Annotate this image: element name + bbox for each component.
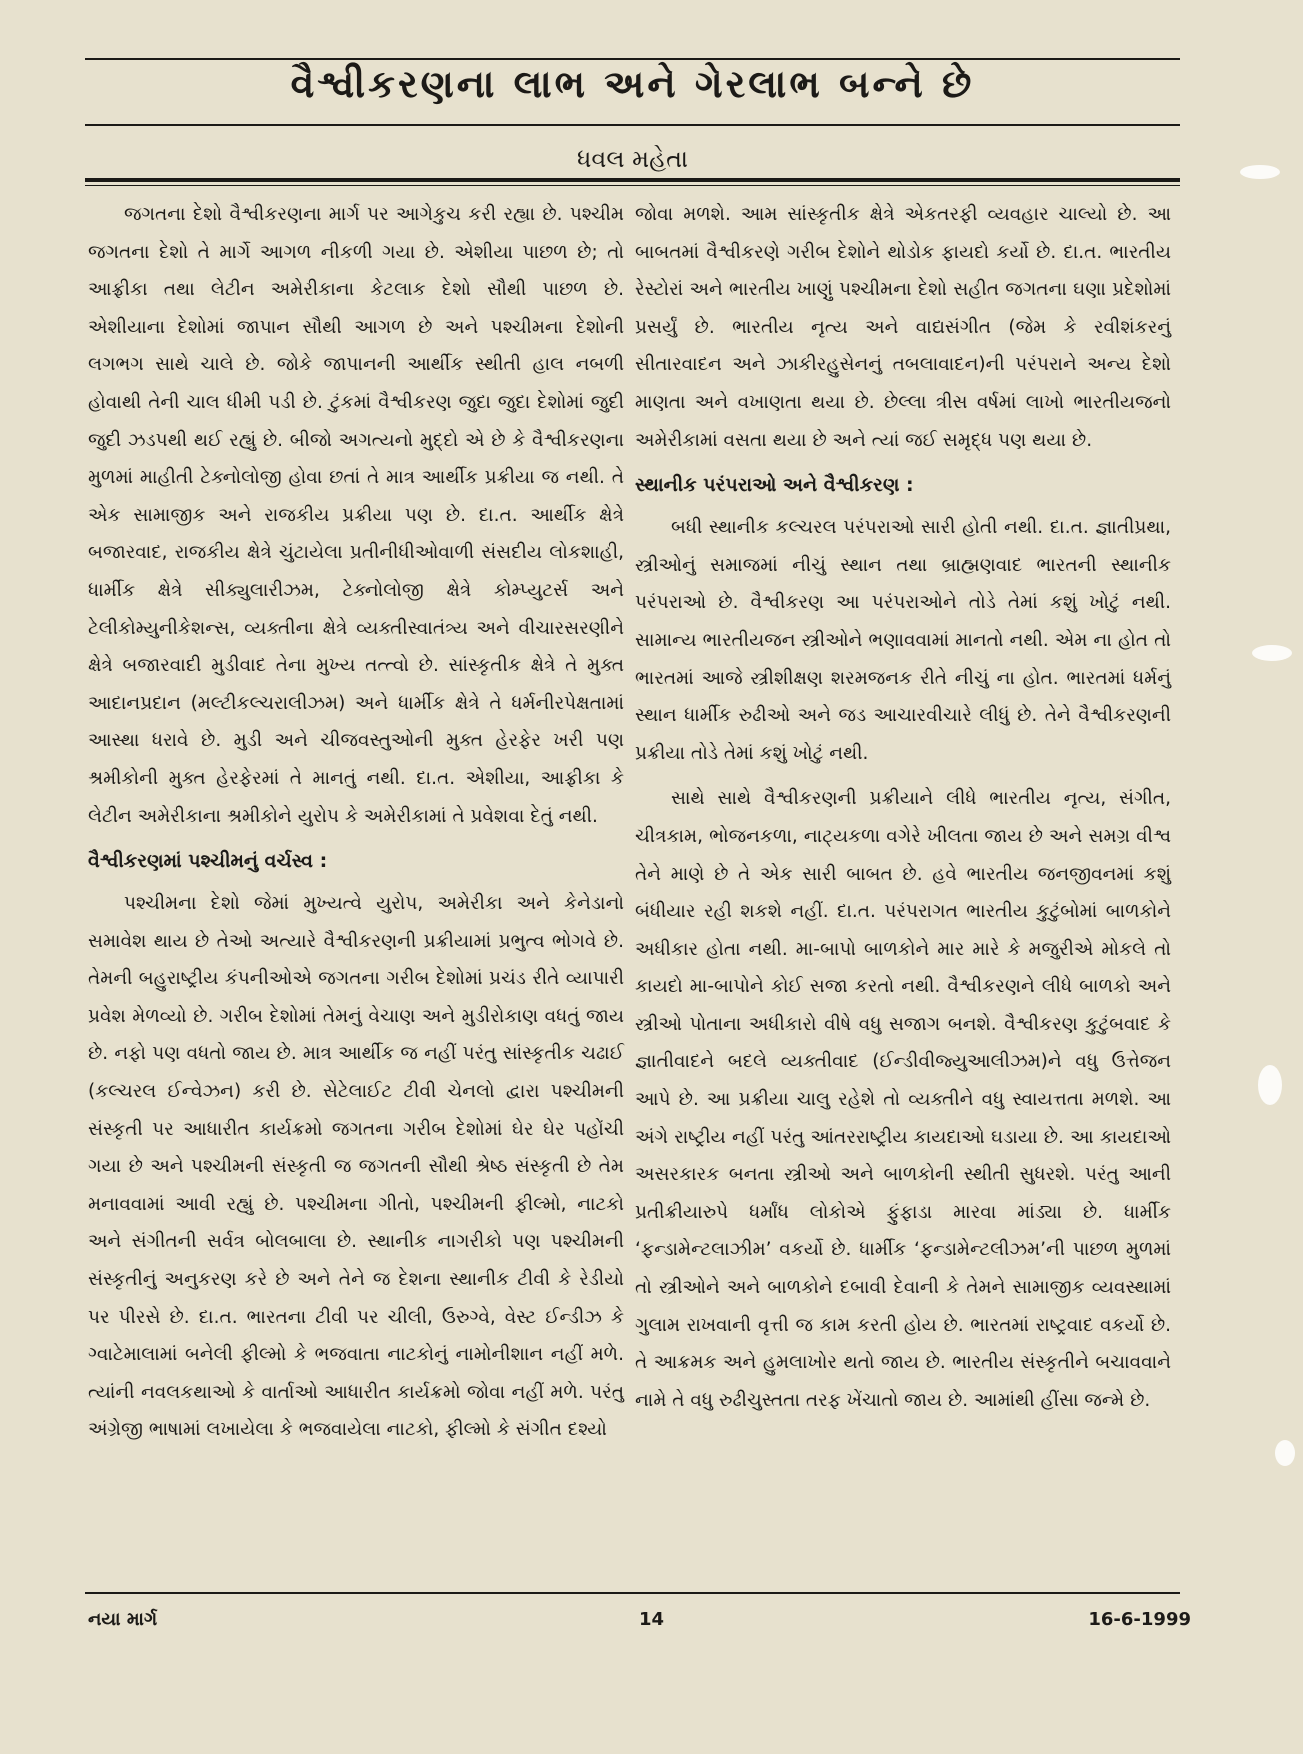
paragraph: જગતના દેશો વૈશ્વીકરણના માર્ગ પર આગેકુચ કરી રહ્યા છે. પશ્ચીમ જગતના દેશો તે માર્ગે આગળ નીકળી ગયા છે. એશીયા પાછળ છે; તો આફ્રીકા તથા લેટીન અમેરીકાના કેટલાક દેશો સૌથી પાછળ છે. એશીયાના દેશોમાં જાપાન સૌથી આગળ છે અને પશ્ચીમના દેશોની લગભગ સાથે ચાલે છે. જોકે જાપાનની આર્થીક સ્થીતી હાલ નબળી હોવાથી તેની ચાલ ધીમી પડી છે. ટુંકમાં વૈશ્વીકરણ જુદા જુદા દેશોમાં જુદી જુદી ઝડપથી થઈ રહ્યું છે. બીજો અગત્યનો મુદ્દો એ છે કે વૈશ્વીકરણના મુળમાં માહીતી ટેક્નોલોજી હોવા છતાં તે માત્ર આર્થીક પ્રક્રીયા જ નથી. તે એક સામાજીક અને રાજકીય પ્રક્રીયા પણ છે. દા.ત. આર્થીક ક્ષેત્રે બજારવાદ, રાજકીય ક્ષેત્રે ચુંટાયેલા પ્રતીનીધીઓવાળી સંસદીય લોકશાહી, ધાર્મીક ક્ષેત્રે સીક્યુલારીઝમ, ટેક્નોલોજી ક્ષેત્રે કોમ્પ્યુટર્સ અને ટેલીકોમ્યુનીકેશન્સ, વ્યક્તીના ક્ષેત્રે વ્યક્તીસ્વાતંત્ર્ય અને વીચારસરણીને ક્ષેત્રે બજારવાદી મુડીવાદ તેના મુખ્ય તત્ત્વો છે. સાંસ્કૃતીક ક્ષેત્રે તે મુક્ત આદાનપ્રદાન (મલ્ટીકલ્ચરાલીઝમ) અને ધાર્મીક ક્ષેત્રે તે ધર્મનીરપેક્ષતામાં આસ્થા ધરાવે છે. મુડી અને ચીજવસ્તુઓની મુક્ત હેરફેર ખરી પણ શ્રમીકોની મુક્ત હેરફેરમાં તે માનતું નથી. દા.ત. એશીયા, આફ્રીકા કે લેટીન અમેરીકાના શ્રમીકોને યુરોપ કે અમેરીકામાં તે પ્રવેશવા દેતું નથી.: [88, 204, 624, 827]
paragraph: પશ્ચીમના દેશો જેમાં મુખ્યત્વે યુરોપ, અમેરીકા અને કેનેડાનો સમાવેશ થાય છે તેઓ અત્યારે વૈશ્વીકરણની પ્રક્રીયામાં પ્રભુત્વ ભોગવે છે. તેમની બહુરાષ્ટ્રીય કંપનીઓએ જગતના ગરીબ દેશોમાં પ્રચંડ રીતે વ્યાપારી પ્રવેશ મેળવ્યો છે. ગરીબ દેશોમાં તેમનું વેચાણ અને મુડીરોકાણ વધતું જાય છે. નફો પણ વધતો જાય છે. માત્ર આર્થીક જ નહીં પરંતુ સાંસ્કૃતીક ચઢાઈ (કલ્ચરલ ઈન્વેઝન) કરી છે. સેટેલાઈટ ટીવી ચેનલો દ્વારા પશ્ચીમની સંસ્કૃતી પર આધારીત કાર્યક્રમો જગતના ગરીબ દેશોમાં ઘેર ઘેર પહોંચી ગયા છે અને પશ્ચીમની સંસ્કૃતી જ જગતની સૌથી શ્રેષ્ઠ સંસ્કૃતી છે તેમ મનાવવામાં આવી રહ્યું છે. પશ્ચીમના ગીતો, પશ્ચીમની ફીલ્મો, નાટકો અને સંગીતની સર્વત્ર બોલબાલા છે. સ્થાનીક નાગરીકો પણ પશ્ચીમની સંસ્કૃતીનું અનુકરણ કરે છે અને તેને જ દેશના સ્થાનીક ટીવી કે રેડીયો પર પીરસે છે. દા.ત. ભારતના ટીવી પર ચીલી, ઉરુગ્વે, વેસ્ટ ઈન્ડીઝ કે ગ્વાટેમાલામાં બનેલી ફીલ્મો કે ભજવાતા નાટકોનું નામોનીશાન નહીં મળે. ત્યાંની નવલકથાઓ કે વાર્તાઓ આધારીત કાર્યક્રમો જોવા નહીં મળે. પરંતુ અંગ્રેજી ભાષામાં લખાયેલા કે ભજવાયેલા નાટકો, ફીલ્મો કે સંગીત દશ્યો: [88, 893, 624, 1441]
issue-date: 16-6-1999: [1088, 1609, 1191, 1630]
paragraph: જોવા મળશે. આમ સાંસ્કૃતીક ક્ષેત્રે એકતરફી વ્યવહાર ચાલ્યો છે. આ બાબતમાં વૈશ્વીકરણે ગરીબ દેશોને થોડોક ફાયદો કર્યો છે. દા.ત. ભારતીય રેસ્ટોરાં અને ભારતીય ખાણું પશ્ચીમના દેશો સહીત જગતના ઘણા પ્રદેશોમાં પ્રસર્યું છે. ભારતીય નૃત્ય અને વાદ્યસંગીત (જેમ કે રવીશંકરનું સીતારવાદન અને ઝાકીરહુસેનનું તબલાવાદન)ની પરંપરાને અન્ય દેશો માણતા અને વખાણતા થયા છે. છેલ્લા ત્રીસ વર્ષમાં લાખો ભારતીયજનો અમેરીકામાં વસતા થયા છે અને ત્યાં જઈ સમૃદ્ધ પણ થયા છે.: [635, 204, 1171, 451]
article-title: વૈશ્વીકરણના લાભ અને ગેરલાભ બન્ને છે: [290, 62, 975, 106]
author-name: ધવલ મહેતા: [577, 145, 688, 173]
paper-damage-spot: [1252, 645, 1292, 661]
paragraph: સાથે સાથે વૈશ્વીકરણની પ્રક્રીયાને લીધે ભારતીય નૃત્ય, સંગીત, ચીત્રકામ, ભોજનકળા, નાટ્યકળા વગેરે ખીલતા જાય છે અને સમગ્ર વીશ્વ તેને માણે છે તે એક સારી બાબત છે. હવે ભારતીય જનજીવનમાં કશું બંધીયાર રહી શકશે નહીં. દા.ત. પરંપરાગત ભારતીય કુટુંબોમાં બાળકોને અધીકાર હોતા નથી. મા-બાપો બાળકોને માર મારે કે મજુરીએ મોકલે તો કાયદો મા-બાપોને કોઈ સજા કરતો નથી. વૈશ્વીકરણને લીધે બાળકો અને સ્ત્રીઓ પોતાના અધીકારો વીષે વધુ સજાગ બનશે. વૈશ્વીકરણ કુટુંબવાદ કે જ્ઞાતીવાદને બદલે વ્યક્તીવાદ (ઈન્ડીવીજ્યુઆલીઝમ)ને વધુ ઉત્તેજન આપે છે. આ પ્રક્રીયા ચાલુ રહેશે તો વ્યક્તીને વધુ સ્વાયત્તતા મળશે. આ અંગે રાષ્ટ્રીય નહીં પરંતુ આંતરરાષ્ટ્રીય કાયદાઓ ઘડાયા છે. આ કાયદાઓ અસરકારક બનતા સ્ત્રીઓ અને બાળકોની સ્થીતી સુધરશે. પરંતુ આની પ્રતીક્રીયારુપે ધર્માંધ લોકોએ ફુંફાડા મારવા માંડ્યા છે. ધાર્મીક ‘ફન્ડામેન્ટલાઝીમ’ વકર્યો છે. ધાર્મીક ‘ફન્ડામેન્ટલીઝમ’ની પાછળ મુળમાં તો સ્ત્રીઓને અને બાળકોને દબાવી દેવાની કે તેમને સામાજીક વ્યવસ્થામાં ગુલામ રાખવાની વૃત્તી જ કામ કરતી હોય છે. ભારતમાં રાષ્ટ્રવાદ વકર્યો છે. તે આક્રમક અને હુમલાખોર થતો જાય છે. ભારતીય સંસ્કૃતીને બચાવવાને નામે તે વધુ રુઢીચુસ્તતા તરફ ખેંચાતો જાય છે. આમાંથી હીંસા જન્મે છે.: [635, 788, 1171, 1411]
paper-damage-spot: [1258, 1065, 1282, 1105]
paragraph: બધી સ્થાનીક કલ્ચરલ પરંપરાઓ સારી હોતી નથી. દા.ત. જ્ઞાતીપ્રથા, સ્ત્રીઓનું સમાજમાં નીચું સ્થાન તથા બ્રાહ્મણવાદ ભારતની સ્થાનીક પરંપરાઓ છે. વૈશ્વીકરણ આ પરંપરાઓને તોડે તેમાં કશું ખોટું નથી. સામાન્ય ભારતીયજન સ્ત્રીઓને ભણાવવામાં માનતો નથી. એમ ના હોત તો ભારતમાં આજે સ્ત્રીશીક્ષણ શરમજનક રીતે નીચું ના હોત. ભારતમાં ધર્મનું સ્થાન ધાર્મીક રુઢીઓ અને જડ આચારવીચારે લીધું છે. તેને વૈશ્વીકરણની પ્રક્રીયા તોડે તેમાં કશું ખોટું નથી.: [635, 517, 1171, 764]
paper-damage-spot: [1275, 1440, 1295, 1466]
footer-rule: [85, 1592, 1180, 1594]
section-heading: સ્થાનીક પરંપરાઓ અને વૈશ્વીકરણ :: [635, 474, 914, 497]
paper-damage-spot: [1240, 165, 1280, 179]
right-column: [635, 196, 1171, 1427]
header-rule-thick: [85, 178, 1180, 182]
page-number: 14: [638, 1609, 665, 1630]
left-column: [88, 196, 624, 1457]
title-underline: [85, 124, 1180, 126]
section-heading: વૈશ્વીકરણમાં પશ્ચીમનું વર્ચસ્વ :: [88, 850, 328, 873]
header-rule-thin: [85, 185, 1180, 186]
publication-name: નયા માર્ગ: [88, 1609, 158, 1630]
